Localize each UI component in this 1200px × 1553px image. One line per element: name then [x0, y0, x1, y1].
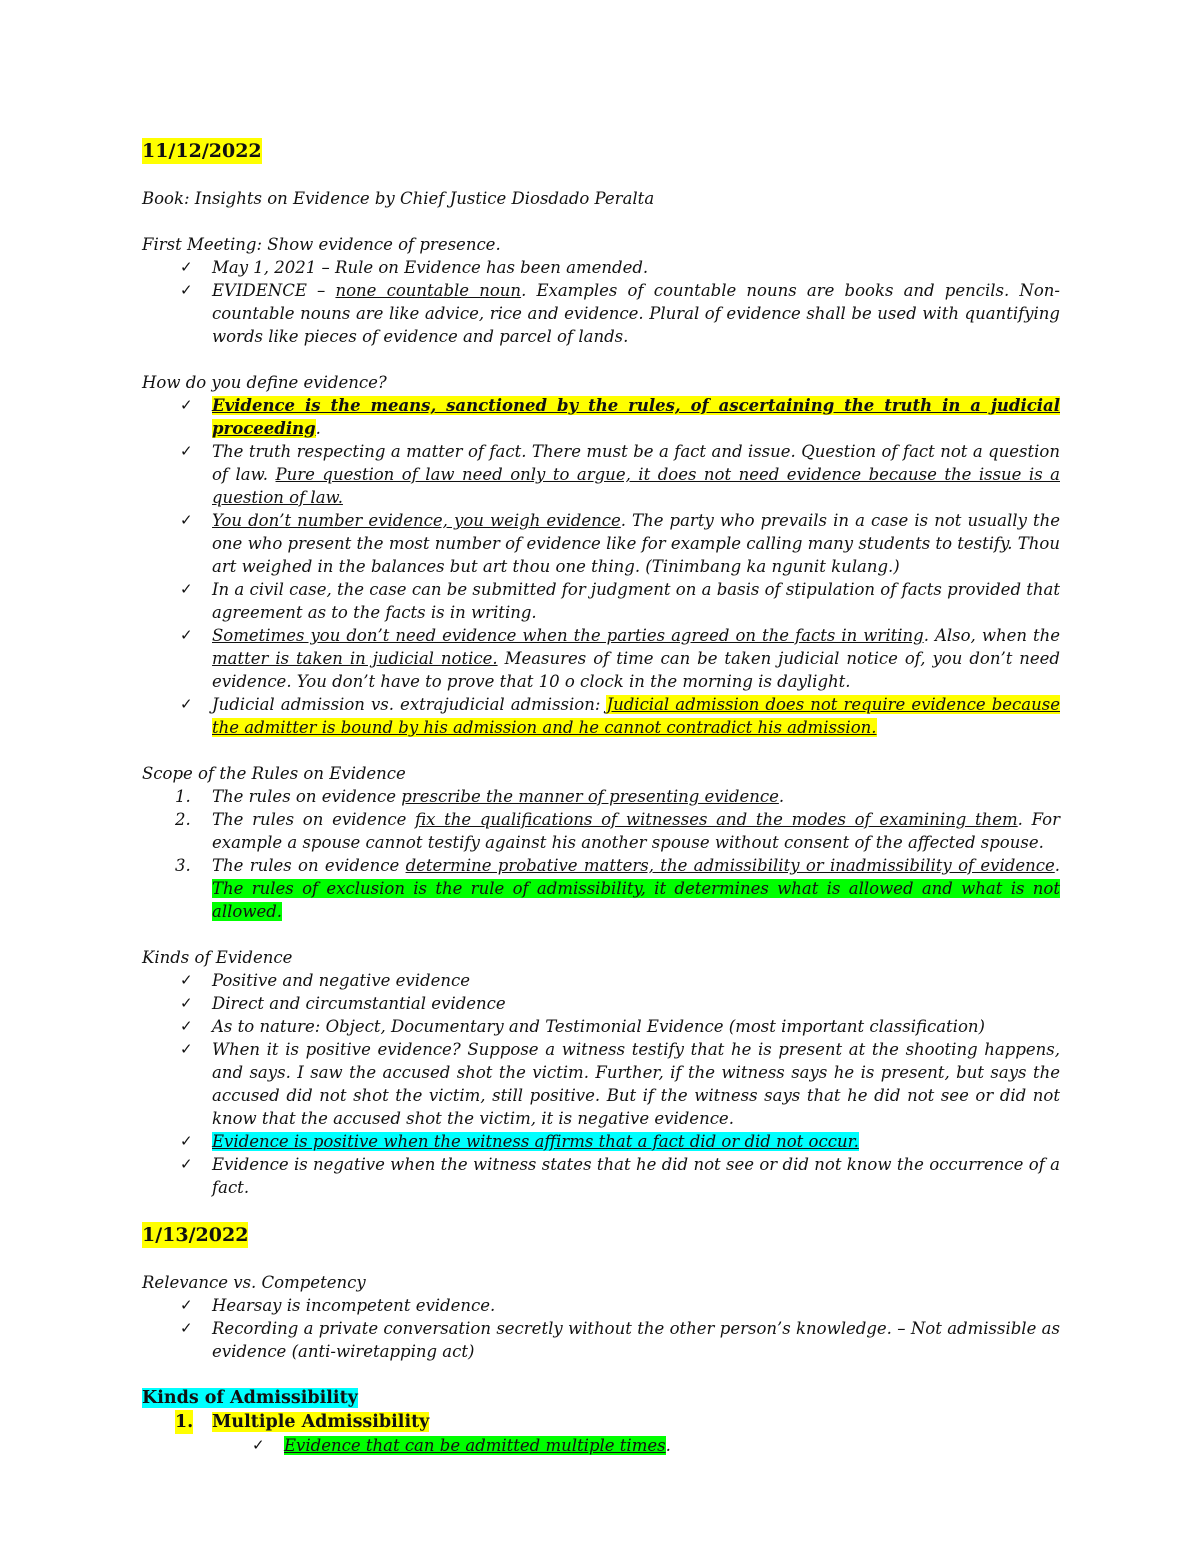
- checklist: [142, 1294, 1060, 1363]
- list-item: ✓ Evidence is negative when the witness states that he did not see or did not know the occurrence of a fact.: [142, 1153, 1060, 1199]
- list-item: ✓ EVIDENCE – none countable noun. Examples of countable nouns are books and pencils. Non-countable nouns are like advice, rice and evidence. Plural of evidence shall be used with quantifying words like pieces of evidence and parcel of lands.: [142, 279, 1060, 348]
- section-heading: Kinds of Admissibility: [142, 1388, 358, 1408]
- highlighted-definition: Evidence is the means, sanctioned by the rules, of ascertaining the truth in a judicial proceeding: [212, 396, 1060, 438]
- list-item: ✓ May 1, 2021 – Rule on Evidence has been amended.: [142, 256, 1060, 279]
- section-heading: Scope of the Rules on Evidence: [142, 764, 406, 783]
- list-item: ✓ The truth respecting a matter of fact. There must be a fact and issue. Question of fact not a question of law. Pure question of law need only to argue, it does not need evidence because the issue is a question of law.: [142, 440, 1060, 509]
- list-item: ✓ Hearsay is incompetent evidence.: [142, 1294, 1060, 1317]
- checklist: [142, 394, 1060, 739]
- numbered-list: [142, 785, 1060, 923]
- highlighted-text: Evidence is positive when the witness affirms that a fact did or did not occur.: [212, 1132, 859, 1151]
- list-item: ✓ Positive and negative evidence: [142, 969, 1060, 992]
- checklist: [142, 969, 1060, 1199]
- list-item: ✓ Evidence that can be admitted multiple times.: [142, 1434, 1060, 1457]
- list-item: ✓ Direct and circumstantial evidence: [142, 992, 1060, 1015]
- list-item: 1. Multiple Admissibility: [175, 1412, 430, 1432]
- book-line: Book: Insights on Evidence by Chief Justice Diosdado Peralta: [142, 189, 655, 208]
- list-item: ✓ Judicial admission vs. extrajudicial admission: Judicial admission does not require evidence because the admitter is bound by his admission and he cannot contradict his admission.: [142, 693, 1060, 739]
- list-item: 1. The rules on evidence prescribe the manner of presenting evidence.: [175, 787, 785, 806]
- list-item: 3. The rules on evidence determine probative matters, the admissibility or inadmissibility of evidence. The rules of exclusion is the rule of admissibility, it determines what is allowed and what is not allowed.: [175, 856, 1060, 921]
- list-item: ✓ Sometimes you don’t need evidence when the parties agreed on the facts in writing. Also, when the matter is taken in judicial notice. Measures of time can be taken judicial notice of, you don’t need evidence. You don’t have to prove that 10 o clock in the morning is daylight.: [142, 624, 1060, 693]
- list-item: ✓ Recording a private conversation secretly without the other person’s knowledge. – Not admissible as evidence (anti-wiretapping act): [142, 1317, 1060, 1363]
- section-heading: Relevance vs. Competency: [142, 1273, 366, 1292]
- section-heading: First Meeting: Show evidence of presence.: [142, 235, 501, 254]
- highlighted-text: The rules of exclusion is the rule of admissibility, it determines what is allowed and what is not allowed.: [212, 879, 1060, 921]
- list-item: 2. The rules on evidence fix the qualifications of witnesses and the modes of examining them. For example a spouse cannot testify against his another spouse without consent of the affected spouse.: [175, 810, 1060, 852]
- checklist: [142, 256, 1060, 348]
- document-page: [142, 138, 1060, 1457]
- list-item: ✓ When it is positive evidence? Suppose a witness testify that he is present at the shooting happens, and says. I saw the accused shot the victim. Further, if the witness says he is present, but says the accused did not shot the victim, still positive. But if the witness says that he did not see or did not know that the accused shot the victim, it is negative evidence.: [142, 1038, 1060, 1130]
- list-item: ✓ In a civil case, the case can be submitted for judgment on a basis of stipulation of facts provided that agreement as to the facts is in writing.: [142, 578, 1060, 624]
- list-item: [142, 1130, 1060, 1153]
- highlighted-text: Evidence that can be admitted multiple times: [284, 1436, 666, 1455]
- section-heading: Kinds of Evidence: [142, 948, 293, 967]
- list-item: ✓ You don’t number evidence, you weigh evidence. The party who prevails in a case is not usually the one who present the most number of evidence like for example calling many students to testify. Thou art weighed in the balances but art thou one thing. (Tinimbang ka ngunit kulang.): [142, 509, 1060, 578]
- highlighted-text: Judicial admission does not require evidence because the admitter is bound by his admission and he cannot contradict his admission.: [212, 695, 1060, 737]
- list-item: ✓ As to nature: Object, Documentary and Testimonial Evidence (most important classification): [142, 1015, 1060, 1038]
- section-heading: How do you define evidence?: [142, 373, 387, 392]
- date-heading: 11/12/2022: [142, 140, 262, 162]
- date-heading: 1/13/2022: [142, 1224, 249, 1246]
- list-item: ✓ Evidence is the means, sanctioned by the rules, of ascertaining the truth in a judicial proceeding.: [142, 394, 1060, 440]
